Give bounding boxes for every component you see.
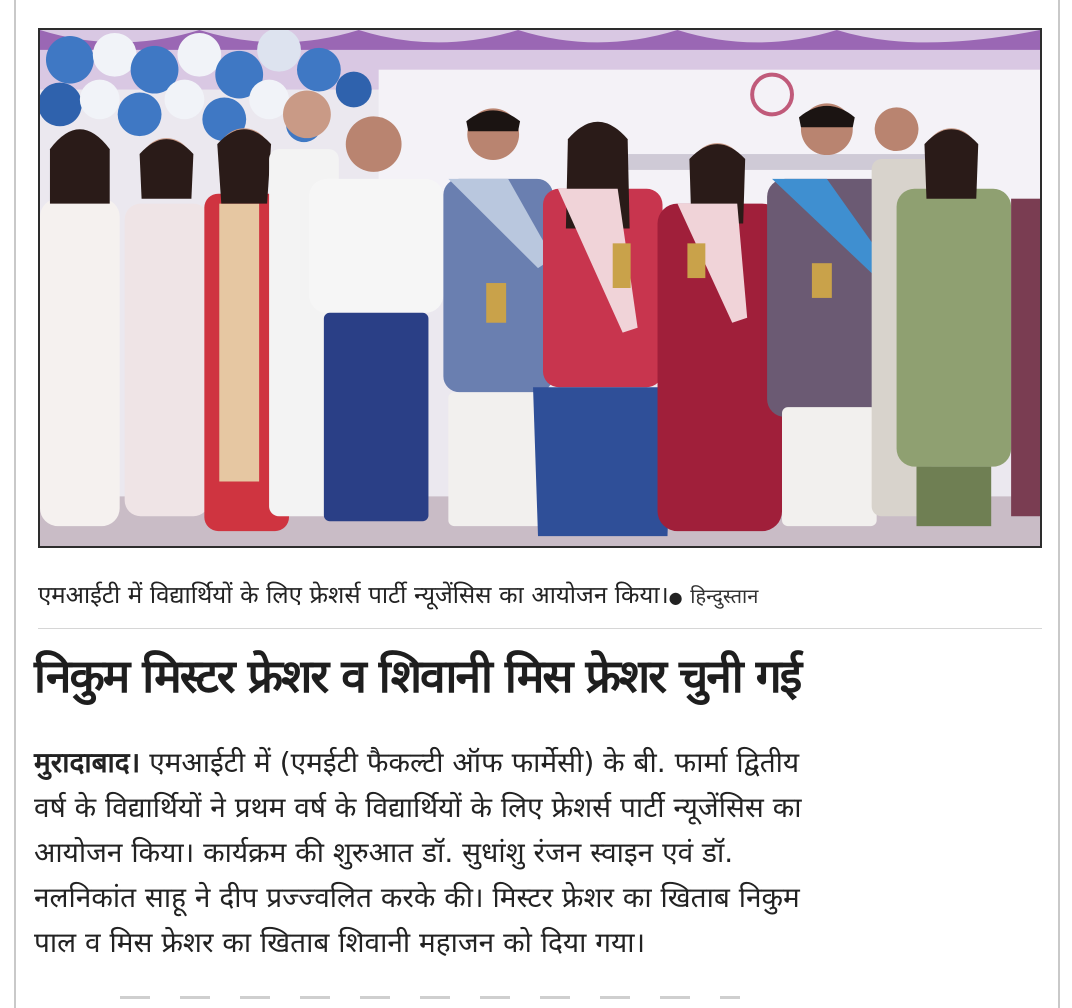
group-photo — [38, 28, 1042, 548]
photo-credit: हिन्दुस्तान — [690, 584, 759, 608]
article-line-1 — [34, 740, 1034, 785]
article-line-1-text: एमआईटी में (एमईटी फैकल्टी ऑफ फार्मेसी) के बी. फार्मा द्वितीय — [149, 746, 800, 779]
article-line-2: वर्ष के विद्यार्थियों ने प्रथम वर्ष के विद्यार्थियों के लिए फ्रेशर्स पार्टी न्यूजेंसिस का — [34, 791, 802, 824]
headline: निकुम मिस्टर फ्रेशर व शिवानी मिस फ्रेशर चुनी गई — [34, 649, 801, 703]
article-body — [34, 740, 1034, 965]
dateline: मुरादाबाद। — [34, 746, 141, 779]
photo-caption — [38, 578, 1042, 615]
cut-edge-text-fragment — [120, 996, 740, 999]
caption-text: एमआईटी में विद्यार्थियों के लिए फ्रेशर्स पार्टी न्यूजेंसिस का आयोजन किया। — [38, 581, 669, 609]
article-line-4: नलनिकांत साहू ने दीप प्रज्ज्वलित करके की। मिस्टर फ्रेशर का खिताब निकुम — [34, 881, 800, 914]
divider — [38, 628, 1042, 629]
article-line-3: आयोजन किया। कार्यक्रम की शुरुआत डॉ. सुधांशु रंजन स्वाइन एवं डॉ. — [34, 836, 734, 869]
article-line-5: पाल व मिस फ्रेशर का खिताब शिवानी महाजन को दिया गया। — [34, 926, 646, 959]
group-photo-image — [40, 30, 1040, 546]
credit-bullet-icon: ● — [668, 588, 683, 607]
